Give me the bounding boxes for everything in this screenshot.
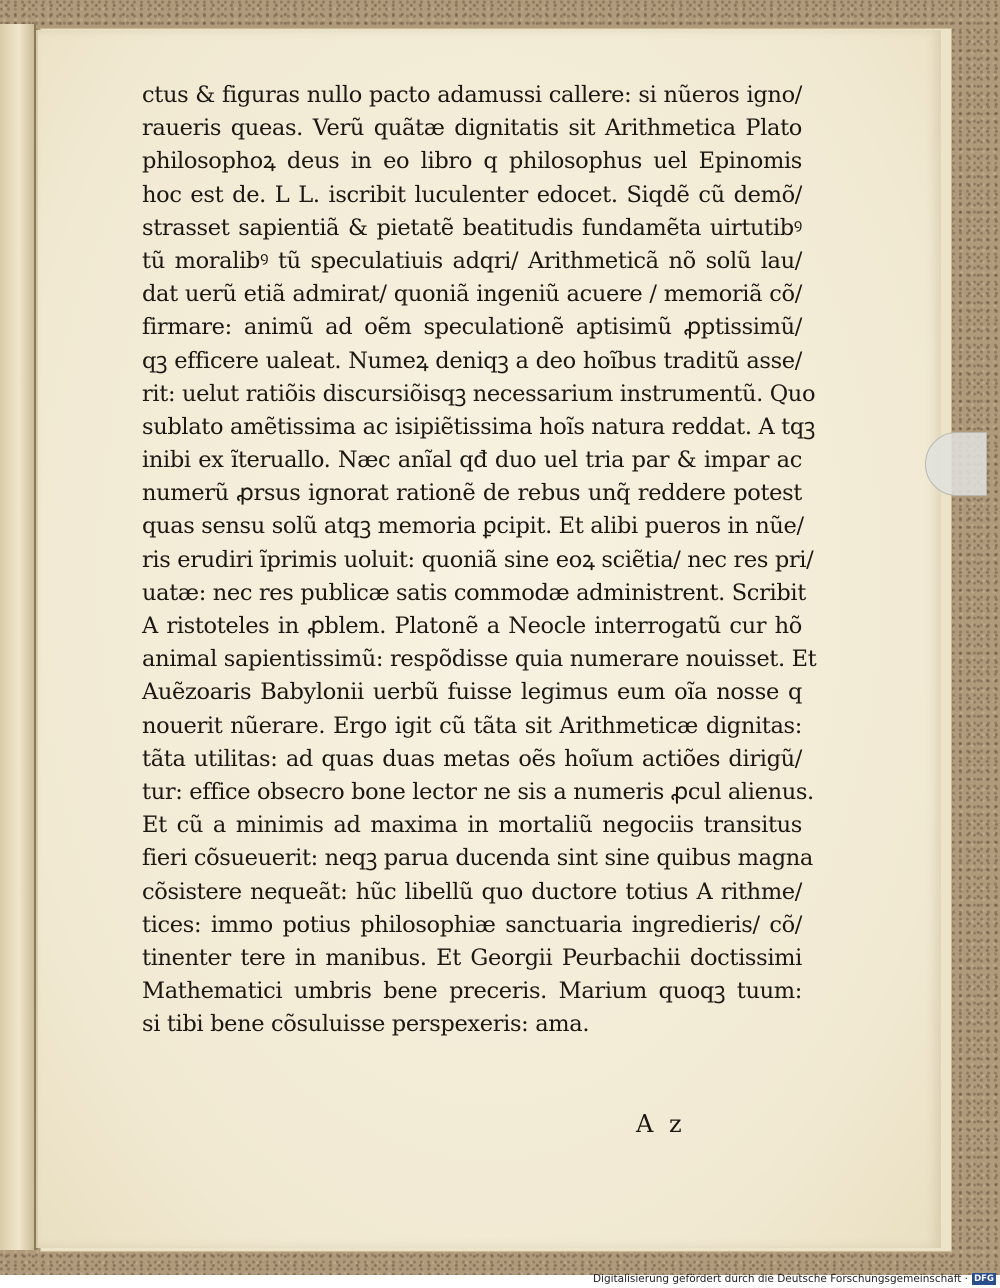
text-line: uatæ: nec res publicæ satis commodæ administrent. Scribit (142, 579, 806, 606)
text-line: tinenter tere in manibus. Et Georgii Peurbachii doctissimi (142, 944, 802, 971)
text-line: strasset sapientiã & pietatẽ beatitudis fundamẽta uirtutibꝰ (142, 214, 802, 241)
text-line: raueris queas. Verũ quãtæ dignitatis sit Arithmetica Plato (142, 115, 802, 142)
text-line: animal sapientissimũ: respõdisse quia numerare nouisset. Et (142, 646, 817, 673)
dfg-logo: DFG (972, 1273, 996, 1285)
text-line: Et cũ a minimis ad maxima in mortaliũ negociis transitus (142, 812, 802, 839)
text-line: hoc est de. L L. iscribit luculenter edocet. Siqdẽ cũ demõ/ (142, 181, 802, 208)
signature-mark: A z (636, 1110, 682, 1138)
text-line: qꝫ efficere ualeat. Numeꝝ deniqꝫ a deo hoĩbus traditũ asse/ (142, 347, 802, 374)
text-line: sublato amẽtissima ac isipiẽtissima hoĩs natura reddat. A tqꝫ (142, 413, 816, 440)
text-line: dat uerũ etiã admirat/ quoniã ingeniũ acuere / memoriã cõ/ (142, 281, 802, 308)
text-line: rit: uelut ratiõis discursiõisqꝫ necessarium instrumentũ. Quo (142, 380, 816, 407)
text-line: Mathematici umbris bene preceris. Marium quoqꝫ tuum: (142, 978, 802, 1005)
text-line: tũ moralibꝰ tũ speculatiuis adqri/ Arithmeticã nõ solũ lau/ (142, 247, 802, 274)
text-line: fieri cõsueuerit: neqꝫ parua ducenda sint sine quibus magna (142, 845, 813, 872)
text-line: A ristoteles in ꝓblem. Platonẽ a Neocle interrogatũ cur hõ (142, 613, 802, 639)
text-line: quas sensu solũ atqꝫ memoria ꝑcipit. Et alibi pueros in nũe/ (142, 513, 804, 540)
text-line: numerũ ꝓrsus ignorat rationẽ de rebus unq̃ reddere potest (142, 480, 802, 507)
text-line: tices: immo potius philosophiæ sanctuaria ingredieris/ cõ/ (142, 911, 802, 938)
text-line: tur: effice obsecro bone lector ne sis a numeris ꝓcul alienus. (142, 778, 814, 805)
text-line: philosophoꝝ deus in eo libro q philosophus uel Epinomis (142, 148, 802, 175)
text-line: nouerit nũerare. Ergo igit cũ tãta sit Arithmeticæ dignitas: (142, 712, 802, 739)
left-page-edge (0, 24, 36, 1250)
text-line: ris erudiri ĩprimis uoluit: quoniã sine eoꝝ sciẽtia/ nec res pri/ (142, 546, 814, 573)
page-marker-tab (925, 432, 987, 496)
text-line: ctus & figuras nullo pacto adamussi callere: si nũeros igno/ (142, 82, 802, 108)
text-line: tãta utilitas: ad quas duas metas oẽs hoĩum actiões dirigũ/ (142, 745, 802, 772)
text-line: inibi ex ĩteruallo. Næc anĩal qđ duo uel tria par & impar ac (142, 447, 802, 474)
digitization-credit: Digitalisierung gefördert durch die Deutsche Forschungsgemeinschaft · (592, 1273, 968, 1285)
text-line: si tibi bene cõsuluisse perspexeris: ama. (142, 1011, 590, 1038)
text-line: cõsistere nequeãt: hũc libellũ quo ductore totius A rithme/ (142, 878, 802, 905)
text-line: firmare: animũ ad oẽm speculationẽ aptisimũ ꝓptissimũ/ (142, 314, 802, 341)
page-text-block (142, 79, 817, 1041)
text-line: Auẽzoaris Babylonii uerbũ fuisse legimus eum oĩa nosse q (142, 679, 802, 706)
